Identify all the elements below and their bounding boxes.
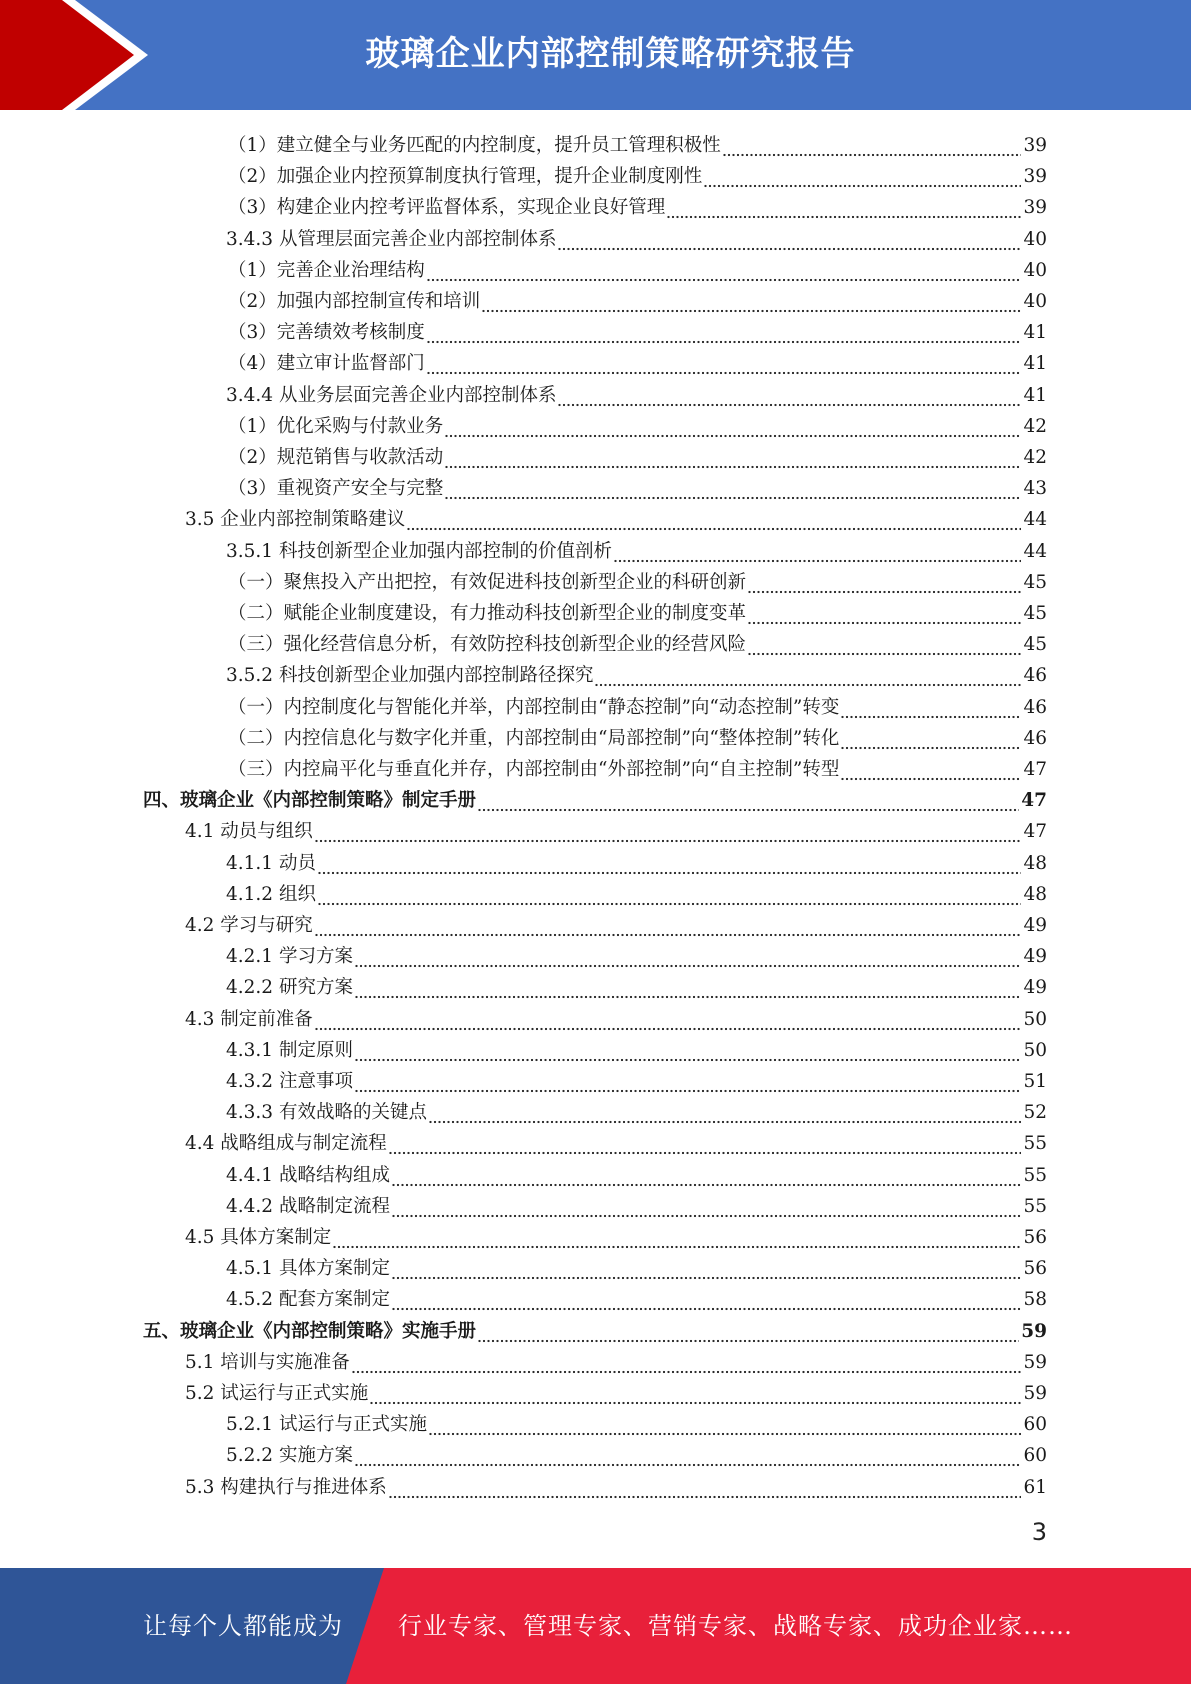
toc-entry-label: （3）完善绩效考核制度 [228, 322, 425, 343]
toc-entry-page: 59 [1023, 1383, 1047, 1404]
toc-entry-label: （2）加强内部控制宣传和培训 [228, 291, 481, 312]
toc-dot-leader [355, 1070, 1022, 1094]
toc-entry-label: （一）聚焦投入产出把控，有效促进科技创新型企业的科研创新 [228, 572, 747, 593]
toc-dot-leader [614, 540, 1021, 564]
toc-entry-label: 3.5.2 科技创新型企业加强内部控制路径探究 [226, 665, 594, 686]
toc-dot-leader [429, 1413, 1021, 1437]
toc-entry[interactable] [226, 1157, 1047, 1188]
toc-entry-page: 49 [1023, 946, 1047, 967]
toc-dot-leader [392, 1288, 1021, 1312]
toc-dot-leader [370, 1382, 1021, 1406]
toc-entry[interactable] [226, 938, 1047, 969]
toc-dot-leader [558, 384, 1021, 408]
toc-entry-page: 46 [1023, 697, 1047, 718]
toc-entry-page: 41 [1023, 353, 1047, 374]
toc-entry-label: （三）内控扁平化与垂直化并存，内部控制由“外部控制”向“自主控制”转型 [228, 759, 840, 780]
toc-entry[interactable] [143, 782, 1047, 813]
toc-entry[interactable] [226, 1032, 1047, 1063]
toc-entry-label: 4.2.2 研究方案 [226, 977, 353, 998]
toc-dot-leader [315, 1008, 1022, 1032]
page-header [0, 0, 1191, 110]
toc-dot-leader [355, 976, 1022, 1000]
toc-entry-page: 42 [1023, 447, 1047, 468]
toc-entry-page: 51 [1023, 1071, 1047, 1092]
toc-entry[interactable] [228, 345, 1047, 376]
toc-entry[interactable] [185, 501, 1047, 532]
toc-entry-label: （1）建立健全与业务匹配的内控制度，提升员工管理积极性 [228, 135, 721, 156]
toc-entry[interactable] [226, 1094, 1047, 1125]
toc-dot-leader [841, 696, 1021, 720]
toc-entry-page: 47 [1021, 790, 1047, 811]
toc-dot-leader [748, 602, 1021, 626]
toc-entry[interactable] [228, 626, 1047, 657]
toc-entry[interactable] [228, 408, 1047, 439]
toc-dot-leader [355, 945, 1022, 969]
toc-entry-label: 4.4.1 战略结构组成 [226, 1165, 390, 1186]
toc-entry-label: （2）加强企业内控预算制度执行管理，提升企业制度刚性 [228, 166, 703, 187]
toc-entry[interactable] [228, 127, 1047, 158]
toc-dot-leader [392, 1164, 1021, 1188]
toc-entry-label: 3.5.1 科技创新型企业加强内部控制的价值剖析 [226, 541, 612, 562]
toc-entry-label: （三）强化经营信息分析，有效防控科技创新型企业的经营风险 [228, 634, 747, 655]
toc-entry-page: 43 [1023, 478, 1047, 499]
toc-entry-page: 55 [1023, 1196, 1047, 1217]
toc-entry[interactable] [185, 1469, 1047, 1500]
toc-dot-leader [445, 415, 1021, 439]
toc-entry-page: 44 [1023, 541, 1047, 562]
toc-entry[interactable] [228, 470, 1047, 501]
toc-entry[interactable] [185, 1219, 1047, 1250]
toc-entry-page: 45 [1023, 603, 1047, 624]
toc-entry-label: （1）优化采购与付款业务 [228, 416, 444, 437]
toc-entry-label: （2）规范销售与收款活动 [228, 447, 444, 468]
toc-entry-label: 4.4.2 战略制定流程 [226, 1196, 390, 1217]
toc-entry[interactable] [226, 1406, 1047, 1437]
toc-dot-leader [595, 664, 1021, 688]
toc-entry[interactable] [185, 907, 1047, 938]
toc-dot-leader [315, 820, 1022, 844]
toc-entry-page: 47 [1023, 759, 1047, 780]
toc-entry[interactable] [226, 377, 1047, 408]
toc-entry-label: 四、玻璃企业《内部控制策略》制定手册 [143, 790, 477, 811]
toc-dot-leader [841, 758, 1021, 782]
toc-entry-label: （二）赋能企业制度建设，有力推动科技创新型企业的制度变革 [228, 603, 747, 624]
toc-entry[interactable] [228, 751, 1047, 782]
toc-dot-leader [427, 321, 1022, 345]
toc-dot-leader [723, 134, 1022, 158]
toc-entry-label: 4.3 制定前准备 [185, 1009, 313, 1030]
toc-entry-page: 39 [1023, 197, 1047, 218]
toc-entry-label: 4.2 学习与研究 [185, 915, 313, 936]
toc-entry[interactable] [226, 876, 1047, 907]
toc-entry[interactable] [228, 283, 1047, 314]
toc-entry[interactable] [185, 813, 1047, 844]
toc-entry[interactable] [228, 314, 1047, 345]
toc-entry-label: （3）重视资产安全与完整 [228, 478, 444, 499]
toc-entry-label: 4.1.2 组织 [226, 884, 316, 905]
toc-entry-label: 4.2.1 学习方案 [226, 946, 353, 967]
toc-dot-leader [333, 1226, 1021, 1250]
toc-entry-page: 48 [1023, 884, 1047, 905]
toc-entry-page: 59 [1021, 1321, 1047, 1342]
toc-entry-label: 4.5 具体方案制定 [185, 1227, 332, 1248]
toc-entry-page: 49 [1023, 915, 1047, 936]
toc-entry-label: 5.2.1 试运行与正式实施 [226, 1414, 427, 1435]
page-number: 3 [1031, 1518, 1047, 1546]
toc-dot-leader [427, 259, 1022, 283]
toc-dot-leader [748, 633, 1021, 657]
toc-entry-page: 59 [1023, 1352, 1047, 1373]
toc-entry-label: （二）内控信息化与数字化并重，内部控制由“局部控制”向“整体控制”转化 [228, 728, 840, 749]
toc-entry-page: 58 [1023, 1289, 1047, 1310]
toc-entry-page: 42 [1023, 416, 1047, 437]
toc-entry-page: 41 [1023, 322, 1047, 343]
toc-entry-label: 4.5.2 配套方案制定 [226, 1289, 390, 1310]
toc-dot-leader [389, 1132, 1022, 1156]
toc-entry-label: 4.3.1 制定原则 [226, 1040, 353, 1061]
toc-entry[interactable] [185, 1375, 1047, 1406]
toc-dot-leader [748, 571, 1021, 595]
toc-dot-leader [392, 1257, 1021, 1281]
toc-dot-leader [392, 1195, 1021, 1219]
toc-dot-leader [429, 1101, 1021, 1125]
toc-entry-page: 50 [1023, 1040, 1047, 1061]
toc-entry-page: 55 [1023, 1165, 1047, 1186]
toc-entry[interactable] [226, 221, 1047, 252]
toc-entry-label: 4.1.1 动员 [226, 853, 316, 874]
toc-entry-page: 52 [1023, 1102, 1047, 1123]
toc-entry[interactable] [228, 439, 1047, 470]
toc-entry-label: 4.1 动员与组织 [185, 821, 313, 842]
toc-entry[interactable] [185, 1125, 1047, 1156]
toc-dot-leader [355, 1444, 1022, 1468]
toc-dot-leader [315, 914, 1022, 938]
toc-entry[interactable] [226, 657, 1047, 688]
toc-entry-page: 55 [1023, 1133, 1047, 1154]
toc-entry[interactable] [228, 689, 1047, 720]
toc-entry[interactable] [228, 158, 1047, 189]
toc-dot-leader [667, 196, 1021, 220]
toc-entry[interactable] [228, 189, 1047, 220]
toc-entry[interactable] [143, 1313, 1047, 1344]
toc-dot-leader [445, 477, 1021, 501]
toc-entry-label: （4）建立审计监督部门 [228, 353, 425, 374]
toc-dot-leader [407, 508, 1021, 532]
toc-entry-page: 56 [1023, 1258, 1047, 1279]
toc-entry-label: （3）构建企业内控考评监督体系，实现企业良好管理 [228, 197, 666, 218]
toc-entry[interactable] [228, 564, 1047, 595]
toc-entry-page: 61 [1023, 1477, 1047, 1498]
toc-entry[interactable] [226, 1250, 1047, 1281]
toc-entry-page: 47 [1023, 821, 1047, 842]
toc-entry-page: 45 [1023, 634, 1047, 655]
toc-dot-leader [478, 789, 1019, 813]
toc-entry-page: 40 [1023, 260, 1047, 281]
toc-entry-page: 44 [1023, 509, 1047, 530]
toc-dot-leader [558, 228, 1021, 252]
toc-entry-label: 4.3.3 有效战略的关键点 [226, 1102, 427, 1123]
toc-entry[interactable] [185, 1344, 1047, 1375]
toc-entry-label: 4.5.1 具体方案制定 [226, 1258, 390, 1279]
toc-entry-page: 46 [1023, 665, 1047, 686]
toc-entry-label: 3.4.3 从管理层面完善企业内部控制体系 [226, 229, 557, 250]
toc-entry-page: 60 [1023, 1414, 1047, 1435]
toc-entry[interactable] [185, 1001, 1047, 1032]
toc-dot-leader [445, 446, 1021, 470]
toc-entry-page: 45 [1023, 572, 1047, 593]
toc-dot-leader [352, 1351, 1022, 1375]
footer-slogan: 让每个人都能成为 [143, 1612, 343, 1640]
toc-entry[interactable] [226, 845, 1047, 876]
toc-dot-leader [478, 1320, 1019, 1344]
toc-entry[interactable] [228, 595, 1047, 626]
toc-entry-page: 56 [1023, 1227, 1047, 1248]
toc-entry[interactable] [226, 1281, 1047, 1312]
toc-entry[interactable] [228, 720, 1047, 751]
page-footer [0, 1568, 1191, 1684]
toc-entry[interactable] [226, 1437, 1047, 1468]
toc-dot-leader [355, 1039, 1022, 1063]
toc-entry[interactable] [226, 1188, 1047, 1219]
toc-entry-page: 50 [1023, 1009, 1047, 1030]
footer-roles: 行业专家、管理专家、营销专家、战略专家、成功企业家…… [398, 1612, 1073, 1640]
toc-dot-leader [318, 852, 1022, 876]
toc-entry-label: 五、玻璃企业《内部控制策略》实施手册 [143, 1321, 477, 1342]
toc-entry-label: 5.2.2 实施方案 [226, 1445, 353, 1466]
toc-entry-label: 5.1 培训与实施准备 [185, 1352, 350, 1373]
toc-entry-label: 4.3.2 注意事项 [226, 1071, 353, 1092]
toc-dot-leader [318, 883, 1022, 907]
toc-entry-label: （1）完善企业治理结构 [228, 260, 425, 281]
toc-entry-page: 40 [1023, 229, 1047, 250]
toc-entry-label: （一）内控制度化与智能化并举，内部控制由“静态控制”向“动态控制”转变 [228, 697, 840, 718]
toc-entry-page: 39 [1023, 166, 1047, 187]
toc-entry-label: 4.4 战略组成与制定流程 [185, 1133, 387, 1154]
toc-entry-label: 5.3 构建执行与推进体系 [185, 1477, 387, 1498]
toc-entry-label: 3.4.4 从业务层面完善企业内部控制体系 [226, 385, 557, 406]
toc-entry-label: 3.5 企业内部控制策略建议 [185, 509, 406, 530]
toc-entry-label: 5.2 试运行与正式实施 [185, 1383, 369, 1404]
toc-dot-leader [841, 727, 1021, 751]
toc-entry-page: 41 [1023, 385, 1047, 406]
toc-dot-leader [427, 352, 1022, 376]
toc-entry[interactable] [226, 1063, 1047, 1094]
toc-dot-leader [482, 290, 1021, 314]
toc-entry[interactable] [226, 533, 1047, 564]
toc-entry-page: 49 [1023, 977, 1047, 998]
toc-entry-page: 39 [1023, 135, 1047, 156]
toc-entry-page: 60 [1023, 1445, 1047, 1466]
toc-dot-leader [704, 165, 1021, 189]
toc-entry-page: 40 [1023, 291, 1047, 312]
toc-entry-page: 48 [1023, 853, 1047, 874]
toc-dot-leader [389, 1476, 1022, 1500]
toc-entry[interactable] [226, 969, 1047, 1000]
document-title: 玻璃企业内部控制策略研究报告 [365, 34, 856, 74]
toc-entry[interactable] [228, 252, 1047, 283]
toc-entry-page: 46 [1023, 728, 1047, 749]
